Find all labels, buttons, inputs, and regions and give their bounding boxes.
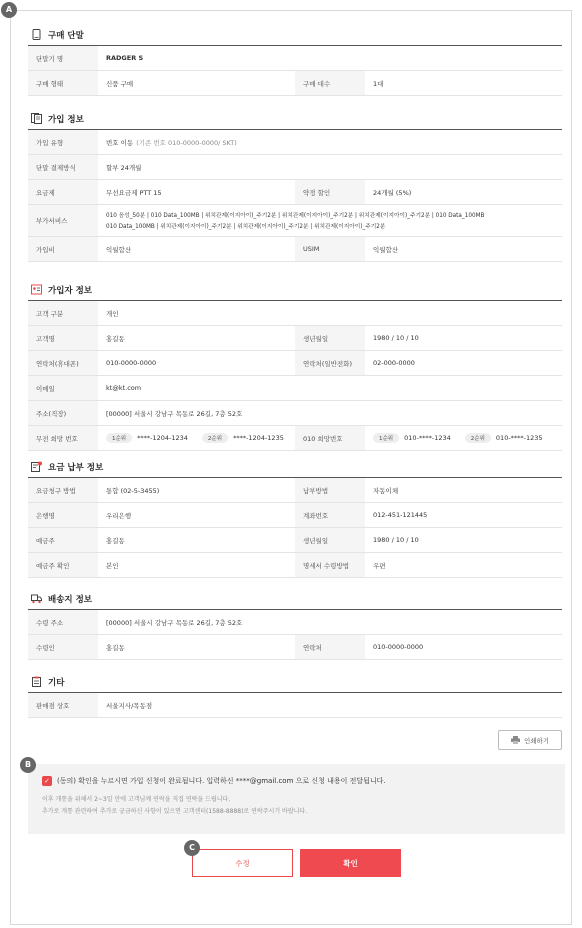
agree-checkbox[interactable]: ✓ [42, 776, 52, 786]
sub-010-cell [365, 426, 562, 450]
del-contact-value: 010-0000-0000 [373, 643, 424, 651]
bill-confirm-label: 예금주 확인 [28, 553, 98, 577]
agreement-text: (동의) 확인을 누르시면 가입 신청이 완료됩니다. 입력하신 ****@gmail.com 으로 신청 내용이 전달됩니다. [57, 777, 386, 785]
delivery-title: 배송지 정보 [48, 594, 93, 605]
join-fee-row [28, 237, 562, 262]
sub-email-label: 이메일 [28, 376, 98, 400]
etc-section [28, 671, 562, 718]
sub-name-value: 홍길동 [106, 334, 125, 343]
sub-ctype-label: 고객 구분 [28, 301, 98, 325]
etc-section-title [28, 671, 562, 693]
join-title: 가입 정보 [48, 114, 84, 125]
sub-contact-row [28, 351, 562, 376]
del-recv-label: 수령인 [28, 635, 98, 659]
sub-email-value: kt@kt.com [106, 384, 142, 392]
device-model-row [28, 46, 562, 71]
clipboard-icon [31, 676, 42, 687]
o10-rank1-chip: 1순위 [373, 433, 399, 443]
bill-holder-label: 예금주 [28, 528, 98, 552]
id-card-icon [31, 284, 42, 295]
join-fee-label: 가입비 [28, 237, 98, 261]
o10-rank1-value: 010-****-1234 [404, 434, 451, 442]
join-plan-value: 무선요금제 PTT 15 [106, 188, 162, 197]
join-pay-label: 단말 결제방식 [28, 155, 98, 179]
bill-hbirth-label: 생년월일 [295, 528, 365, 552]
sub-wireless-cell [98, 426, 295, 450]
join-type-label: 가입 유형 [28, 130, 98, 154]
bill-stmt-label: 명세서 수령방법 [295, 553, 365, 577]
phone-icon [31, 29, 42, 40]
del-addr-value: [00000] 서울시 강남구 목동로 26길, 7층 52호 [106, 618, 243, 627]
delivery-section-title [28, 588, 562, 610]
print-label: 인쇄하기 [523, 736, 550, 745]
bill-hbirth-value: 1980 / 10 / 10 [373, 536, 419, 544]
bill-holder-row [28, 528, 562, 553]
join-discount-value: 24개월 (5%) [373, 188, 412, 197]
bill-stmt-value: 우편 [373, 561, 386, 570]
bill-bank-row [28, 503, 562, 528]
join-fee-value: 익월합산 [106, 245, 132, 254]
agreement-line1: 이후 개통을 위해서 2~3일 안에 고객님께 연락을 직접 연락을 드립니다. [42, 796, 231, 803]
join-addon-line1: 010 음성_50분 | 010 Data_100MB | 위치관제(이지아이)_주기2분 | 위치관제(이지아이)_주기2분 | 위치관제(이지아이)_주기2분 | 010 Data_100MB [106, 212, 485, 219]
join-addon-label: 부가서비스 [28, 205, 98, 236]
device-type-row [28, 71, 562, 96]
wireless-rank1-value: ****-1204-1234 [137, 434, 188, 442]
join-addon-row [28, 205, 562, 237]
sub-addr-row [28, 401, 562, 426]
sub-phone-label: 연락처(일반전화) [295, 351, 365, 375]
bill-icon [31, 461, 42, 472]
billing-section [28, 456, 562, 578]
join-type-row [28, 130, 562, 155]
device-qty-label: 구매 대수 [295, 71, 365, 95]
sub-wish-row [28, 426, 562, 451]
join-type-value: 번호 이동 [106, 138, 134, 147]
sub-010-label: 010 희망번호 [295, 426, 365, 450]
printer-icon [511, 736, 520, 744]
join-discount-label: 약정 할인 [295, 180, 365, 204]
sub-phone-value: 02-000-0000 [373, 359, 415, 367]
marker-b: B [20, 757, 36, 773]
subscriber-title: 가입자 정보 [48, 285, 93, 296]
device-type-value: 신품 구매 [106, 79, 134, 88]
bill-holder-value: 홍길동 [106, 536, 125, 545]
join-plan-row [28, 180, 562, 205]
sub-ctype-row [28, 301, 562, 326]
etc-title: 기타 [48, 677, 65, 688]
sub-email-row [28, 376, 562, 401]
sub-wireless-label: 무전 희망 번호 [28, 426, 98, 450]
wireless-rank2-value: ****-1204-1235 [233, 434, 284, 442]
device-model-value: RADGER S [106, 54, 144, 62]
edit-button[interactable]: 수정 [192, 849, 293, 877]
device-type-label: 구매 형태 [28, 71, 98, 95]
join-usim-label: USIM [295, 237, 365, 261]
sub-ctype-value: 개인 [106, 309, 119, 318]
etc-shop-label: 판매점 상호 [28, 693, 98, 717]
bill-account-value: 012-451-121445 [373, 511, 428, 519]
bill-confirm-row [28, 553, 562, 578]
sub-birth-value: 1980 / 10 / 10 [373, 334, 419, 342]
agreement-line2: 추가로 개통 관련하여 추가로 궁금하신 사항이 있으면 고객센터(1588-8888)로 연락주시기 바랍니다. [42, 808, 308, 815]
bill-method-value: 자동이체 [373, 486, 399, 495]
sub-mobile-label: 연락처(휴대폰) [28, 351, 98, 375]
join-addon-line2: 010 Data_100MB | 위치관제(이지아이)_주기2분 | 위치관제(이지아이)_주기2분 | 위치관제(이지아이)_주기2분 [106, 223, 386, 230]
bill-confirm-value: 본인 [106, 561, 119, 570]
join-plan-label: 요금제 [28, 180, 98, 204]
sub-name-label: 고객명 [28, 326, 98, 350]
bill-bank-value: 우리은행 [106, 511, 132, 520]
device-section [28, 24, 562, 96]
join-section-title [28, 108, 562, 130]
o10-rank2-value: 010-****-1235 [495, 434, 543, 442]
bill-account-label: 계좌번호 [295, 503, 365, 527]
join-usim-value: 익월합산 [373, 245, 399, 254]
delivery-section [28, 588, 562, 660]
subscriber-section-title [28, 279, 562, 301]
device-qty-value: 1대 [373, 79, 384, 88]
del-addr-label: 수령 주소 [28, 610, 98, 634]
agreement-main [42, 776, 565, 786]
wireless-rank2-chip: 2순위 [202, 433, 228, 443]
sub-birth-label: 생년월일 [295, 326, 365, 350]
device-model-label: 단말기 명 [28, 46, 98, 70]
join-pay-row [28, 155, 562, 180]
del-contact-label: 연락처 [295, 635, 365, 659]
etc-shop-value: 서울지사/목동점 [106, 701, 153, 710]
bill-bank-label: 은행명 [28, 503, 98, 527]
subscriber-section [28, 279, 562, 451]
bill-claim-value: 통합 (02-5-3455) [106, 486, 160, 495]
device-section-title [28, 24, 562, 46]
sub-name-row [28, 326, 562, 351]
device-title: 구매 단말 [48, 30, 84, 41]
document-icon [31, 113, 42, 124]
join-pay-value: 할부 24개월 [106, 163, 142, 172]
del-addr-row [28, 610, 562, 635]
sub-mobile-value: 010-0000-0000 [106, 359, 157, 367]
marker-a: A [1, 2, 17, 18]
join-section [28, 108, 562, 262]
agreement-notice [28, 764, 565, 834]
bill-claim-label: 요금청구 방법 [28, 478, 98, 502]
bill-claim-row [28, 478, 562, 503]
join-type-sub: (기존 번호 010-0000-0000/ SKT) [136, 138, 237, 147]
join-type-cell [98, 130, 562, 154]
billing-title: 요금 납부 정보 [48, 462, 104, 473]
etc-shop-row [28, 693, 562, 718]
sub-addr-value: [00000] 서울시 강남구 목동로 26길, 7층 52호 [106, 409, 243, 418]
truck-icon [31, 593, 42, 604]
agreement-details [42, 794, 565, 818]
join-addon-cell [98, 205, 562, 236]
marker-c: C [184, 840, 200, 856]
del-recv-row [28, 635, 562, 660]
billing-section-title [28, 456, 562, 478]
sub-addr-label: 주소(직장) [28, 401, 98, 425]
del-recv-value: 홍길동 [106, 643, 125, 652]
bill-method-label: 납부방법 [295, 478, 365, 502]
wireless-rank1-chip: 1순위 [106, 433, 132, 443]
o10-rank2-chip: 2순위 [465, 433, 491, 443]
print-button[interactable] [498, 730, 562, 750]
confirm-button[interactable]: 확인 [300, 849, 401, 877]
